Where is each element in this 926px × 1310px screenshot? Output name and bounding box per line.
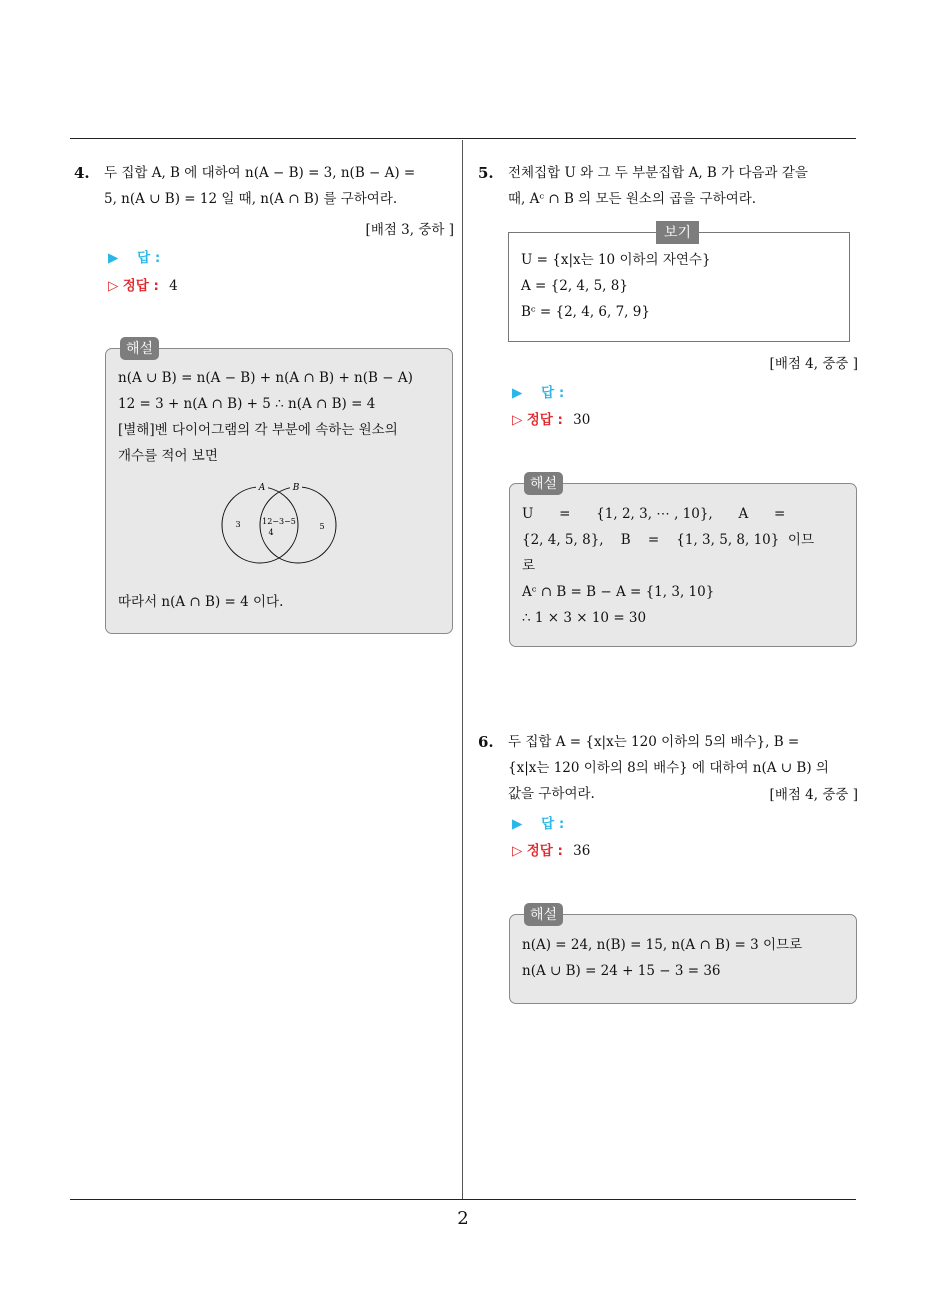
triangle-outline-icon: ▷ <box>512 412 523 428</box>
correct-answer-row <box>512 408 590 428</box>
question-number: 4. <box>74 164 90 182</box>
triangle-outline-icon: ▷ <box>108 278 119 294</box>
question-text-line: 두 집합 A = {x|x는 120 이하의 5의 배수}, B = <box>508 734 800 750</box>
correct-answer-label: 정답 : <box>526 843 563 859</box>
correct-answer-row <box>108 274 178 294</box>
solution-line: 12 = 3 + n(A ∩ B) + 5 ∴ n(A ∩ B) = 4 <box>118 396 376 412</box>
venn-diagram <box>216 477 346 577</box>
answer-row <box>512 812 564 832</box>
solution-tag: 해설 <box>524 472 563 495</box>
example-box <box>508 232 850 342</box>
score-label: [배점 4, 중중 ] <box>769 787 858 803</box>
solution-line: n(A ∪ B) = 24 + 15 − 3 = 36 <box>522 963 721 979</box>
solution-box <box>105 348 453 634</box>
score-label: [배점 4, 중중 ] <box>769 356 858 372</box>
bottom-rule <box>70 1199 856 1200</box>
solution-line: 로 <box>522 558 536 574</box>
solution-tag: 해설 <box>120 337 159 360</box>
venn-middle-expr: 12−3−5 <box>262 517 296 526</box>
solution-line: 개수를 적어 보면 <box>118 448 218 464</box>
answer-row <box>108 246 160 266</box>
example-tag: 보기 <box>656 221 699 244</box>
play-icon: ▶ <box>512 385 523 401</box>
play-icon: ▶ <box>512 816 523 832</box>
question-text-line: 5, n(A ∪ B) = 12 일 때, n(A ∩ B) 를 구하여라. <box>104 191 398 207</box>
question-text-line: 값을 구하여라. <box>508 786 595 802</box>
triangle-outline-icon: ▷ <box>512 843 523 859</box>
solution-box <box>509 483 857 647</box>
question-text-line: 전체집합 U 와 그 두 부분집합 A, B 가 다음과 같을 <box>508 165 808 181</box>
solution-line: [별해]벤 다이어그램의 각 부분에 속하는 원소의 <box>118 422 398 438</box>
answer-label: 답 : <box>541 816 565 832</box>
page-number: 2 <box>457 1208 469 1229</box>
correct-answer-value: 30 <box>573 412 591 428</box>
example-line: Bᶜ = {2, 4, 6, 7, 9} <box>521 304 650 320</box>
question-text-line: {x|x는 120 이하의 8의 배수} 에 대하여 n(A ∪ B) 의 <box>508 760 829 776</box>
question-text-line: 두 집합 A, B 에 대하여 n(A − B) = 3, n(B − A) = <box>104 165 416 181</box>
answer-label: 답 : <box>137 250 161 266</box>
correct-answer-label: 정답 : <box>526 412 563 428</box>
solution-line: n(A) = 24, n(B) = 15, n(A ∩ B) = 3 이므로 <box>522 937 803 953</box>
score-label: [배점 3, 중하 ] <box>365 222 454 238</box>
correct-answer-label: 정답 : <box>122 278 159 294</box>
correct-answer-row <box>512 839 590 859</box>
correct-answer-value: 36 <box>573 843 591 859</box>
question-text-line: 때, Aᶜ ∩ B 의 모든 원소의 곱을 구하여라. <box>508 191 757 207</box>
solution-line: n(A ∪ B) = n(A − B) + n(A ∩ B) + n(B − A) <box>118 370 413 386</box>
venn-left-count: 3 <box>235 520 241 529</box>
question-number: 5. <box>478 164 494 182</box>
solution-conclusion: 따라서 n(A ∩ B) = 4 이다. <box>118 594 284 610</box>
venn-right-count: 5 <box>319 522 325 531</box>
solution-line: Aᶜ ∩ B = B − A = {1, 3, 10} <box>522 584 715 600</box>
question-number: 6. <box>478 733 494 751</box>
solution-tag: 해설 <box>524 903 563 926</box>
venn-label-a: A <box>258 483 266 493</box>
top-rule <box>70 138 856 139</box>
example-line: A = {2, 4, 5, 8} <box>521 278 628 294</box>
solution-line: ∴ 1 × 3 × 10 = 30 <box>522 610 647 626</box>
answer-row <box>512 381 564 401</box>
column-separator <box>462 140 463 1200</box>
solution-line: U = {1, 2, 3, ⋯ , 10}, A = <box>522 506 786 522</box>
example-line: U = {x|x는 10 이하의 자연수} <box>521 252 711 268</box>
correct-answer-value: 4 <box>169 278 178 294</box>
answer-label: 답 : <box>541 385 565 401</box>
solution-line: {2, 4, 5, 8}, B = {1, 3, 5, 8, 10} 이므 <box>522 532 815 548</box>
play-icon: ▶ <box>108 250 119 266</box>
venn-label-b: B <box>292 483 300 493</box>
solution-box <box>509 914 857 1004</box>
venn-middle-count: 4 <box>268 528 274 537</box>
